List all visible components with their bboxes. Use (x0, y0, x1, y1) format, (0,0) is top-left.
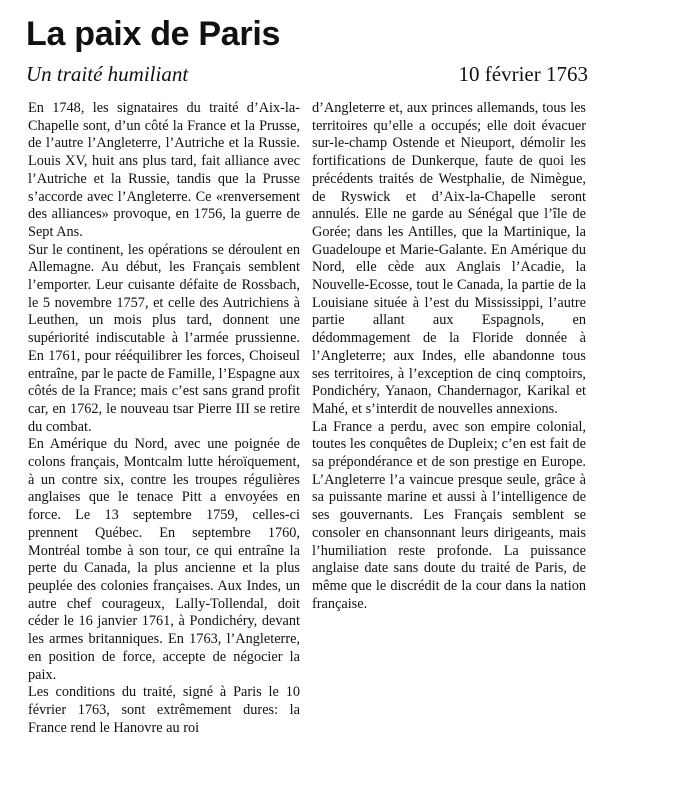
date: 10 février 1763 (458, 62, 588, 86)
right-column (312, 100, 586, 613)
paragraph: En 1748, les signataires du traité d’Aix-la-Chapelle sont, d’un côté la France et la Prusse, de l’autre l’Angleterre, l’Autriche et la Russie. Louis XV, huit ans plus tard, fait alliance avec l’Autriche et la Russie, tandis que la Prusse s’accorde avec l’Angleterre. Ce «renversement des alliances» provoque, en 1756, la guerre de Sept Ans. (28, 100, 300, 240)
paragraph: La France a perdu, avec son empire colonial, toutes les conquêtes de Dupleix; c’en est fait de sa prépondérance et de son prestige en Europe. L’Angleterre l’a vaincue presque seule, grâce à sa puissante marine et aussi à l’intelligence de ses gouvernants. Les Français semblent se consoler en chansonnant leurs dirigeants, mais l’humiliation reste profonde. La puissance anglaise date sans doute du traité de Paris, de même que le discrédit de la cour dans la nation française. (312, 418, 586, 612)
paragraph: d’Angleterre et, aux princes allemands, tous les territoires qu’elle a occupés; elle doit évacuer sur-le-champ Ostende et Nieuport, démolir les fortifications de Dunkerque, faute de quoi les précédents traités de Westphalie, de Nimègue, de Ryswick et d’Aix-la-Chapelle seront annulés. Elle ne garde au Sénégal que l’île de Gorée; dans les Antilles, que la Martinique, la Guadeloupe et Marie-Galante. En Amérique du Nord, elle cède aux Anglais l’Acadie, la Nouvelle-Ecosse, tout le Canada, la partie de la Louisiane située à l’est du Mississippi, l’autre partie allant aux Espagnols, en dédommagement de la Floride donnée à l’Angleterre; aux Indes, elle abandonne tous ses territoires, à l’exception de cinq comptoirs, Pondichéry, Yanaon, Chandernagor, Karikal et Mahé, et s’interdit de nouvelles annexions. (312, 100, 586, 417)
left-column (28, 100, 300, 737)
paragraph: Sur le continent, les opérations se déroulent en Allemagne. Au début, les Français semblent l’emporter. Leur cuisante défaite de Rossbach, le 5 novembre 1757, et celle des Autrichiens à Leuthen, un mois plus tard, donnent une supériorité indiscutable à l’armée prussienne. En 1761, pour rééquilibrer les forces, Choiseul entraîne, par le pacte de Famille, l’Espagne aux côtés de la France; mais c’est sans grand profit car, en 1762, le nouveau tsar Pierre III se retire du combat. (28, 241, 300, 435)
page-title: La paix de Paris (26, 15, 281, 53)
paragraph: Les conditions du traité, signé à Paris le 10 février 1763, sont extrêmement dures: la France rend le Hanovre au roi (28, 684, 300, 736)
paragraph: En Amérique du Nord, avec une poignée de colons français, Montcalm lutte héroïquement, à un contre six, contre les troupes régulières anglaises que le tenace Pitt a envoyées en force. Le 13 septembre 1759, celles-ci prennent Québec. En septembre 1760, Montréal tombe à son tour, ce qui entraîne la perte du Canada, la plus ancienne et la plus peuplée des colonies françaises. Aux Indes, un autre chef courageux, Lally-Tollendal, doit céder le 16 janvier 1761, à Pondichéry, devant les armes britanniques. En 1763, l’Angleterre, en position de force, accepte de négocier la paix. (28, 436, 300, 683)
subtitle: Un traité humiliant (26, 62, 189, 86)
